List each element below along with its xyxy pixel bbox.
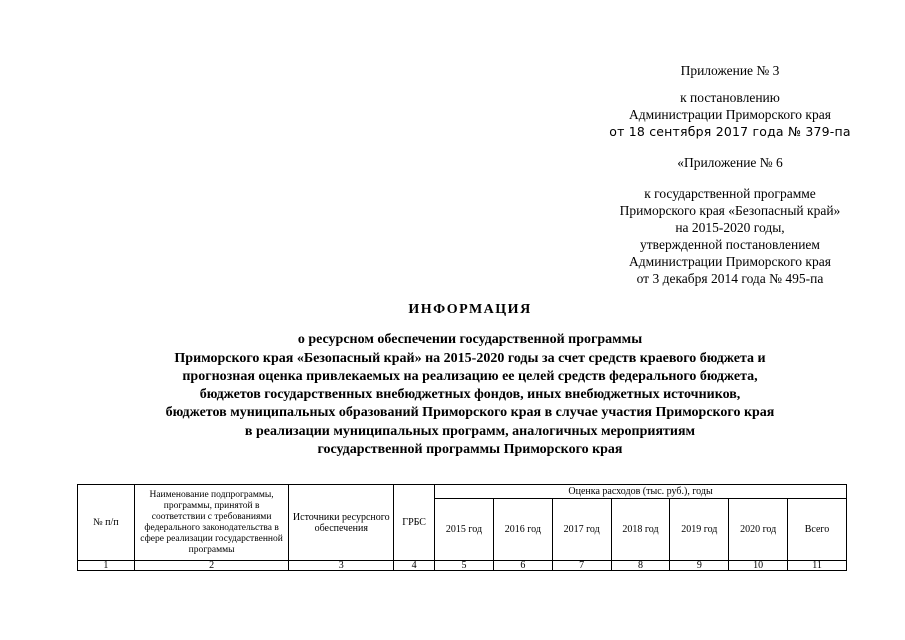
column-number: 10: [729, 561, 788, 571]
document-title-block: [90, 301, 850, 459]
appendix-6-ref-2: Приморского края «Безопасный край»: [619, 203, 841, 218]
header-year: 2017 год: [552, 499, 611, 561]
appendix-ref-2: Администрации Приморского края: [629, 107, 831, 122]
column-number: 11: [788, 561, 847, 571]
header-total: Всего: [788, 499, 847, 561]
header-grbs: ГРБС: [394, 485, 435, 561]
header-year: 2020 год: [729, 499, 788, 561]
column-number: 4: [394, 561, 435, 571]
column-number: 1: [78, 561, 135, 571]
appendix-6-ref-6: от 3 декабря 2014 года № 495-па: [636, 271, 824, 286]
table-header-row-1: [78, 485, 847, 499]
header-year: 2018 год: [611, 499, 670, 561]
appendix-6-ref-3: на 2015-2020 годы,: [675, 220, 785, 235]
column-number: 7: [552, 561, 611, 571]
appendix-6-ref-1: к государственной программе: [644, 186, 816, 201]
title-line: в реализации муниципальных программ, аналогичных мероприятиям: [244, 423, 696, 439]
column-number: 6: [493, 561, 552, 571]
header-index: № п/п: [78, 485, 135, 561]
title-line: о ресурсном обеспечении государственной программы: [297, 332, 643, 348]
appendix-date-stamp: от 18 сентября 2017 года № 379-па: [609, 124, 851, 139]
resource-table: [77, 484, 847, 571]
appendix-6-ref-4: утвержденной постановлением: [640, 237, 820, 252]
header-name: Наименование подпрограммы, программы, принятой в соответствии с требованиями федерального законодательства в сфере реализации государственной программы: [134, 485, 289, 561]
header-source: Источники ресурсного обеспечения: [289, 485, 394, 561]
appendix-6-heading: «Приложение № 6: [677, 155, 783, 170]
title-line: прогнозная оценка привлекаемых на реализацию ее целей средств федерального бюджета,: [182, 368, 758, 384]
appendix-ref-1: к постановлению: [680, 90, 780, 105]
title-line: государственной программы Приморского края: [317, 442, 623, 458]
header-year: 2019 год: [670, 499, 729, 561]
document-title: ИНФОРМАЦИЯ: [408, 302, 532, 317]
header-year: 2015 год: [435, 499, 494, 561]
column-number: 3: [289, 561, 394, 571]
title-line: бюджетов государственных внебюджетных фондов, иных внебюджетных источников,: [199, 387, 741, 403]
appendix-block: [580, 62, 880, 287]
header-expenses-group: Оценка расходов (тыс. руб.), годы: [435, 485, 847, 499]
column-number: 2: [134, 561, 289, 571]
header-year: 2016 год: [493, 499, 552, 561]
column-number: 9: [670, 561, 729, 571]
appendix-6-ref-5: Администрации Приморского края: [629, 254, 831, 269]
column-number: 5: [435, 561, 494, 571]
table-number-row: [78, 561, 847, 571]
appendix-number: Приложение № 3: [680, 63, 780, 78]
column-number: 8: [611, 561, 670, 571]
title-line: Приморского края «Безопасный край» на 2015-2020 годы за счет средств краевого бюджета и: [174, 350, 766, 366]
title-line: бюджетов муниципальных образований Приморского края в случае участия Приморского края: [165, 405, 775, 421]
